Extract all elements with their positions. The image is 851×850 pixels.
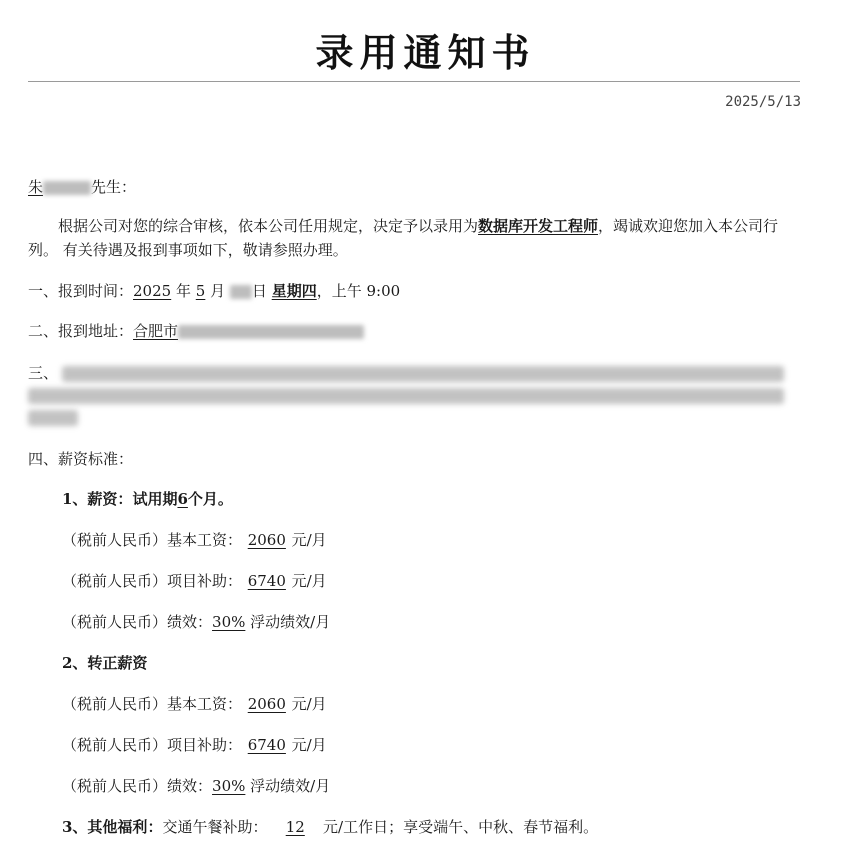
report-day-unit: 日 [251, 282, 267, 300]
row-prefix: （税前人民币） [62, 613, 168, 631]
redacted-section-line-3 [28, 410, 78, 426]
row-value: 30% [212, 613, 246, 631]
report-month: 5 [195, 282, 206, 300]
row-value: 2060 [247, 531, 286, 549]
probation-text: 试用期 [132, 490, 178, 508]
report-day [230, 282, 252, 300]
recipient-name [28, 178, 91, 196]
row-name: 项目补助： [167, 572, 243, 590]
row-prefix: （税前人民币） [62, 695, 168, 713]
row-prefix: （税前人民币） [62, 777, 168, 795]
intro-text-after: ，竭诚欢迎您加入本公司行列。 有关待遇及报到事项如下，敬请参照办理。 [28, 217, 779, 259]
regular-performance [62, 775, 330, 796]
row-prefix: （税前人民币） [62, 531, 168, 549]
row-prefix: （税前人民币） [62, 736, 168, 754]
salutation [28, 176, 136, 197]
regular-project-allowance [62, 734, 327, 755]
row-value: 6740 [247, 736, 286, 754]
intro-paragraph [28, 214, 800, 262]
redacted-day [230, 285, 252, 299]
other-benefits-line [62, 816, 598, 837]
report-year: 2025 [133, 282, 172, 300]
section-three-label: 三、 [28, 364, 59, 382]
redacted-given-name [43, 181, 91, 195]
probation-label: 1、薪资： [62, 490, 133, 508]
report-time-line [28, 280, 400, 301]
row-name: 基本工资： [167, 531, 243, 549]
redacted-section-line-2 [28, 388, 784, 404]
report-time-of-day: ，上午 9:00 [316, 282, 401, 300]
row-name: 绩效： [167, 613, 213, 631]
title-divider [28, 81, 800, 82]
benefits-unit: 元/工作日；享受端午、中秋、春节福利。 [323, 818, 599, 836]
probation-months: 6 [177, 490, 188, 508]
recipient-title: 先生： [91, 178, 137, 196]
row-name: 基本工资： [167, 695, 243, 713]
report-year-unit: 年 [175, 282, 191, 300]
probation-line [62, 488, 233, 509]
probation-base-salary [62, 529, 327, 550]
row-prefix: （税前人民币） [62, 572, 168, 590]
redacted-section-line-1 [62, 366, 784, 382]
row-unit: 浮动绩效/月 [250, 777, 331, 795]
row-unit: 元/月 [291, 736, 327, 754]
redacted-address [178, 325, 364, 339]
document-date: 2025/5/13 [725, 94, 801, 110]
probation-performance [62, 611, 330, 632]
row-name: 项目补助： [167, 736, 243, 754]
benefits-text: 交通午餐补助： [162, 818, 268, 836]
intro-text-before: 根据公司对您的综合审核，依本公司任用规定，决定予以录用为 [58, 217, 479, 235]
row-unit: 元/月 [291, 531, 327, 549]
document-title: 录用通知书 [315, 30, 536, 75]
row-value: 6740 [247, 572, 286, 590]
regular-base-salary [62, 693, 327, 714]
report-time-label: 一、报到时间： [28, 282, 134, 300]
position-name: 数据库开发工程师 [478, 217, 599, 235]
row-value: 2060 [247, 695, 286, 713]
report-address-line [28, 320, 364, 341]
row-unit: 浮动绩效/月 [250, 613, 331, 631]
benefits-label: 3、其他福利： [62, 818, 163, 836]
report-address-label: 二、报到地址： [28, 322, 134, 340]
recipient-surname: 朱 [28, 178, 44, 196]
probation-project-allowance [62, 570, 327, 591]
report-address-city: 合肥市 [133, 322, 179, 340]
row-value: 30% [212, 777, 246, 795]
report-weekday: 星期四 [271, 282, 317, 300]
benefits-value: 12 [285, 818, 305, 836]
regular-salary-label: 2、转正薪资 [62, 654, 148, 672]
row-unit: 元/月 [291, 695, 327, 713]
salary-section-label: 四、薪资标准： [28, 450, 134, 468]
row-unit: 元/月 [291, 572, 327, 590]
row-name: 绩效： [167, 777, 213, 795]
probation-months-unit: 个月。 [187, 490, 233, 508]
report-month-unit: 月 [210, 282, 226, 300]
